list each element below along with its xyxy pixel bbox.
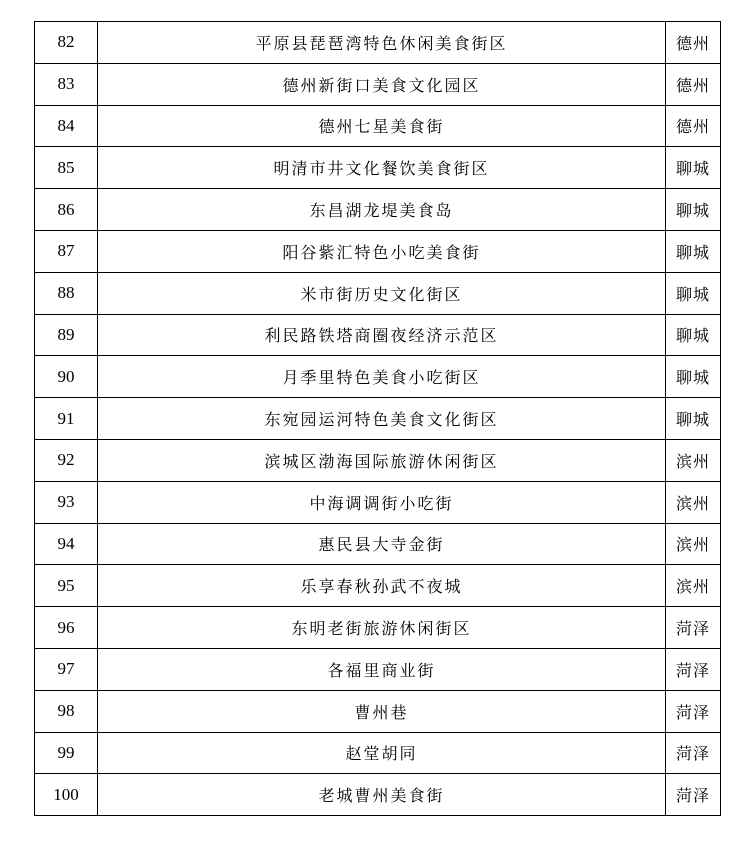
street-name: 平原县琵琶湾特色休闲美食街区 xyxy=(98,22,666,64)
table-row xyxy=(35,272,721,314)
city-name: 聊城 xyxy=(666,147,721,189)
street-name: 中海调调街小吃街 xyxy=(98,481,666,523)
table-row xyxy=(35,648,721,690)
street-name: 明清市井文化餐饮美食街区 xyxy=(98,147,666,189)
city-name: 菏泽 xyxy=(666,648,721,690)
city-name: 菏泽 xyxy=(666,774,721,816)
table-row xyxy=(35,565,721,607)
city-name: 聊城 xyxy=(666,398,721,440)
row-number: 85 xyxy=(35,147,98,189)
city-name: 菏泽 xyxy=(666,732,721,774)
row-number: 86 xyxy=(35,189,98,231)
street-name: 德州新街口美食文化园区 xyxy=(98,63,666,105)
street-name: 惠民县大寺金街 xyxy=(98,523,666,565)
row-number: 100 xyxy=(35,774,98,816)
row-number: 93 xyxy=(35,481,98,523)
city-name: 聊城 xyxy=(666,230,721,272)
row-number: 97 xyxy=(35,648,98,690)
city-name: 德州 xyxy=(666,105,721,147)
row-number: 98 xyxy=(35,690,98,732)
city-name: 聊城 xyxy=(666,189,721,231)
table-row xyxy=(35,774,721,816)
street-name: 德州七星美食街 xyxy=(98,105,666,147)
row-number: 95 xyxy=(35,565,98,607)
table-row xyxy=(35,439,721,481)
street-name: 东宛园运河特色美食文化街区 xyxy=(98,398,666,440)
table-row xyxy=(35,22,721,64)
street-name: 曹州巷 xyxy=(98,690,666,732)
street-name: 东昌湖龙堤美食岛 xyxy=(98,189,666,231)
row-number: 91 xyxy=(35,398,98,440)
row-number: 92 xyxy=(35,439,98,481)
city-name: 滨州 xyxy=(666,481,721,523)
row-number: 88 xyxy=(35,272,98,314)
city-name: 聊城 xyxy=(666,272,721,314)
row-number: 96 xyxy=(35,607,98,649)
city-name: 聊城 xyxy=(666,314,721,356)
row-number: 84 xyxy=(35,105,98,147)
row-number: 82 xyxy=(35,22,98,64)
street-name: 各福里商业街 xyxy=(98,648,666,690)
city-name: 滨州 xyxy=(666,439,721,481)
table-body xyxy=(35,22,721,816)
city-name: 菏泽 xyxy=(666,690,721,732)
table-row xyxy=(35,63,721,105)
food-street-table xyxy=(34,21,721,816)
street-name: 月季里特色美食小吃街区 xyxy=(98,356,666,398)
street-name: 乐享春秋孙武不夜城 xyxy=(98,565,666,607)
table-row xyxy=(35,105,721,147)
table-row xyxy=(35,690,721,732)
city-name: 滨州 xyxy=(666,565,721,607)
city-name: 聊城 xyxy=(666,356,721,398)
street-name: 阳谷紫汇特色小吃美食街 xyxy=(98,230,666,272)
street-name: 赵堂胡同 xyxy=(98,732,666,774)
city-name: 菏泽 xyxy=(666,607,721,649)
city-name: 德州 xyxy=(666,22,721,64)
row-number: 90 xyxy=(35,356,98,398)
city-name: 滨州 xyxy=(666,523,721,565)
row-number: 83 xyxy=(35,63,98,105)
table-row xyxy=(35,398,721,440)
city-name: 德州 xyxy=(666,63,721,105)
table-row xyxy=(35,189,721,231)
street-name: 滨城区渤海国际旅游休闲街区 xyxy=(98,439,666,481)
street-name: 东明老街旅游休闲街区 xyxy=(98,607,666,649)
table-row xyxy=(35,147,721,189)
row-number: 87 xyxy=(35,230,98,272)
table-row xyxy=(35,314,721,356)
table-row xyxy=(35,481,721,523)
street-name: 米市街历史文化街区 xyxy=(98,272,666,314)
table-row xyxy=(35,356,721,398)
table-row xyxy=(35,230,721,272)
street-name: 利民路铁塔商圈夜经济示范区 xyxy=(98,314,666,356)
table-row xyxy=(35,523,721,565)
row-number: 89 xyxy=(35,314,98,356)
table-row xyxy=(35,607,721,649)
street-name: 老城曹州美食街 xyxy=(98,774,666,816)
row-number: 99 xyxy=(35,732,98,774)
table-row xyxy=(35,732,721,774)
row-number: 94 xyxy=(35,523,98,565)
